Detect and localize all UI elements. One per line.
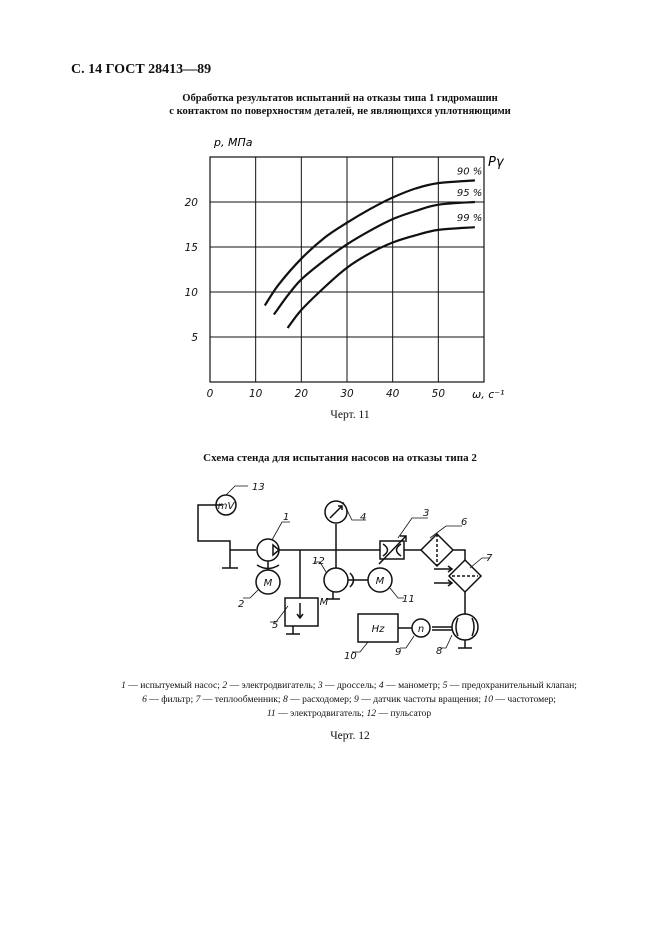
motor-2 [256,570,280,594]
callout-7: 7 [486,553,493,564]
x-axis-label: ω, с⁻¹ [472,388,505,401]
legend-num: 4 [378,680,384,691]
coolant-out-arrow [434,580,452,586]
x-tick-label: 10 [248,388,263,400]
callout-6: 6 [461,517,468,528]
legend-text: — электродвигатель; [275,708,367,719]
chart-title-line-1: Обработка результатов испытаний на отказы типа 1 гидромашин [182,93,498,104]
legend-text: — теплообменник; [200,694,283,705]
speed-sensor [412,619,430,637]
callout-8: 8 [436,646,443,657]
legend-text: — расходомер; [287,694,354,705]
callout-5: 5 [272,620,279,631]
legend-text: — дроссель; [322,680,379,691]
valve-mark: M [319,597,329,608]
hz-label: Hz [371,624,385,635]
legend-text: — предохранительный клапан; [447,680,577,691]
legend-text: — пульсатор [376,708,432,719]
callout-4: 4 [360,512,367,523]
throttle-adjust-arrow [379,536,406,564]
y-axis-label: p, МПа [214,136,253,149]
scheme-legend [84,679,614,721]
page-header: С. 14 ГОСТ 28413—89 [71,62,212,77]
shaft-flowmeter-sensor [432,627,452,630]
legend-text: — электродвигатель; [227,680,318,691]
sensor-label: n [417,624,425,635]
coolant-in-arrow [434,566,452,572]
legend-num: 12 [366,708,377,719]
motor-11-label: M [375,576,385,587]
callout-13: 13 [252,482,265,493]
flowmeter-marks [456,618,474,636]
x-tick-label: 0 [206,388,214,400]
series-label-3: 99 % [456,213,483,225]
series-label-1: 90 % [456,166,483,178]
flowmeter [452,614,478,648]
mv-label: mV [217,501,235,512]
legend-num: 8 [282,694,288,705]
legend-text: — датчик частоты вращения; [358,694,484,705]
legend-num: 7 [195,694,201,705]
legend-text: — частотомер; [492,694,556,705]
legend-num: 9 [354,694,359,705]
y-tick-label: 10 [184,287,198,299]
x-tick-label: 30 [340,388,354,400]
callout-12: 12 [312,556,325,567]
pulsator [324,568,348,599]
x-tick-label: 40 [385,388,400,400]
x-tick-label: 20 [294,388,309,400]
scheme-title: Схема стенда для испытания насосов на отказы типа 2 [203,452,477,464]
legend-num: 6 [142,694,147,705]
legend-text: — манометр; [383,680,443,691]
scheme-caption: Черт. 12 [330,730,370,742]
throttle [379,536,406,564]
legend-text: — испытуемый насос; [125,680,223,691]
filter [421,534,453,566]
callout-9: 9 [395,647,402,658]
frequency-meter [358,614,398,642]
callout-2: 2 [238,599,245,610]
corner-label: Pγ [488,155,504,170]
chart-caption: Черт. 11 [330,409,370,421]
x-tick-label: 50 [431,388,446,400]
legend-line-3 [84,707,614,721]
pipe-filter-cooler [453,550,465,560]
y-tick-label: 5 [191,332,198,344]
y-tick-label: 20 [184,197,198,209]
chart-title-line-2: с контактом по поверхностям деталей, не являющихся уплотняющими [169,106,511,117]
valve-arrow [297,603,303,618]
legend-line-2 [84,693,614,707]
callout-10: 10 [344,651,357,662]
manometer [325,501,347,523]
valve-drain [286,626,300,634]
legend-line-1 [84,679,614,693]
legend-num: 10 [483,694,493,705]
legend-num: 11 [266,708,276,719]
pump [257,539,279,561]
motor-2-label: M [263,578,273,589]
pipe-suction [230,550,256,568]
callout-11: 11 [402,594,415,605]
y-tick-label: 15 [184,242,198,254]
callout-3: 3 [423,508,430,519]
millivoltmeter [216,495,236,515]
flowmeter-drain [458,640,472,648]
legend-num: 5 [442,680,448,691]
motor-11 [368,568,392,592]
legend-num: 3 [317,680,323,691]
legend-num: 1 [121,680,126,691]
series-label-2: 95 % [456,188,483,199]
legend-text: — фильтр; [146,694,196,705]
callout-1: 1 [283,512,290,523]
manometer-needle [330,506,342,518]
legend-num: 2 [222,680,228,691]
